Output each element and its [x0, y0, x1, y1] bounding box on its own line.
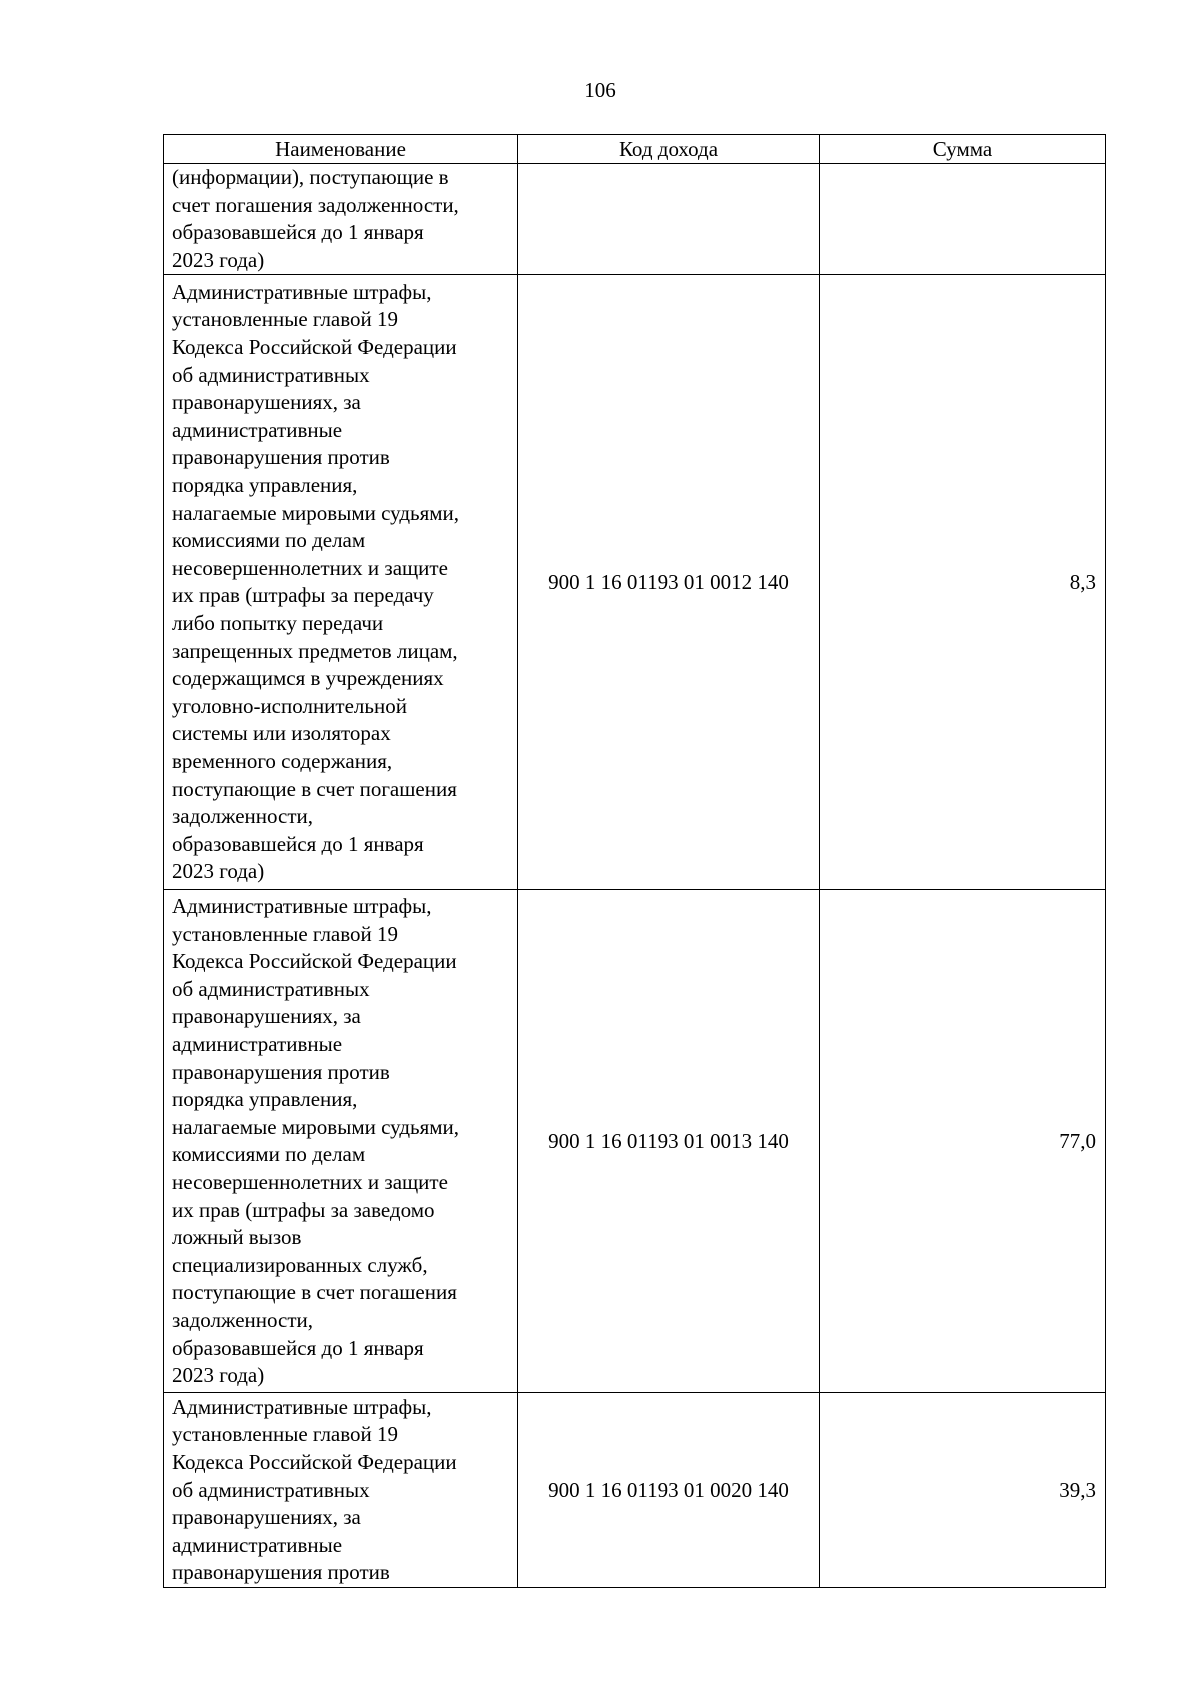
table-body [164, 164, 1106, 1588]
income-name-cell: Административные штрафы, установленные главой 19 Кодекса Российской Федерации об административных правонарушениях, за административные правонарушения против порядка управления, налагаемые мировыми судьями, комиссиями по делам несовершеннолетних и защите их прав (штрафы за передачу либо попытку передачи запрещенных предметов лицам, содержащимся в учреждениях уголовно-исполнительной системы или изоляторах временного содержания, поступающие в счет погашения задолженности, образовавшейся до 1 января 2023 года) [164, 275, 518, 890]
column-header-code: Код дохода [518, 135, 820, 164]
income-name-cell: Административные штрафы, установленные главой 19 Кодекса Российской Федерации об административных правонарушениях, за административные правонарушения против [164, 1393, 518, 1588]
income-code-cell: 900 1 16 01193 01 0012 140 [518, 275, 820, 890]
page-number: 106 [584, 78, 616, 102]
income-sum-cell: 77,0 [820, 890, 1106, 1393]
income-code-cell [518, 164, 820, 275]
income-sum-cell: 8,3 [820, 275, 1106, 890]
income-table [163, 134, 1106, 1588]
income-code-cell: 900 1 16 01193 01 0013 140 [518, 890, 820, 1393]
table-row [164, 275, 1106, 890]
table-row [164, 1393, 1106, 1588]
income-sum-cell [820, 164, 1106, 275]
table-row [164, 164, 1106, 275]
income-sum-cell: 39,3 [820, 1393, 1106, 1588]
table-header [164, 135, 1106, 164]
table-header-row [164, 135, 1106, 164]
column-header-sum: Сумма [820, 135, 1106, 164]
income-code-cell: 900 1 16 01193 01 0020 140 [518, 1393, 820, 1588]
column-header-name: Наименование [164, 135, 518, 164]
table-row [164, 890, 1106, 1393]
income-name-cell: Административные штрафы, установленные главой 19 Кодекса Российской Федерации об административных правонарушениях, за административные правонарушения против порядка управления, налагаемые мировыми судьями, комиссиями по делам несовершеннолетних и защите их прав (штрафы за заведомо ложный вызов специализированных служб, поступающие в счет погашения задолженности, образовавшейся до 1 января 2023 года) [164, 890, 518, 1393]
income-name-cell: (информации), поступающие в счет погашения задолженности, образовавшейся до 1 января 2023 года) [164, 164, 518, 275]
